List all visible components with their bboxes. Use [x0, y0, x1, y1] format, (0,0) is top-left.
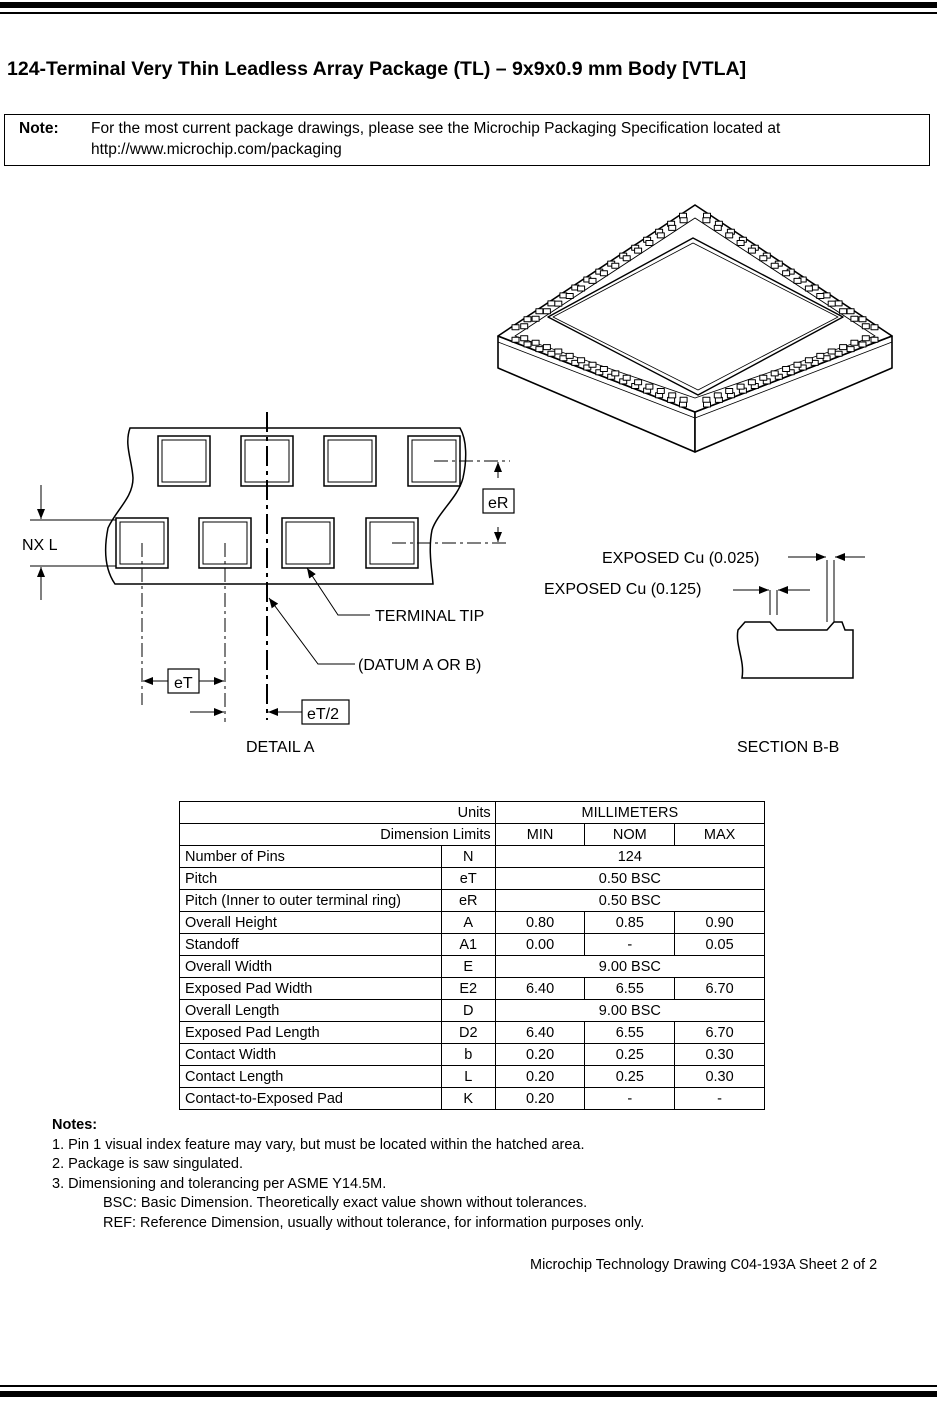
dimension-min: 6.40 [495, 1022, 585, 1044]
page-title: 124-Terminal Very Thin Leadless Array Package (TL) – 9x9x0.9 mm Body [VTLA] [7, 58, 747, 80]
limits-label: Dimension Limits [180, 824, 496, 846]
dimension-symbol: N [441, 846, 495, 868]
dimension-nom: 0.25 [585, 1044, 675, 1066]
terminal-pad [669, 393, 676, 398]
dimension-nom: 6.55 [585, 1022, 675, 1044]
terminal-pad [817, 294, 824, 299]
note-3: 3. Dimensioning and tolerancing per ASME Y14.5M. [52, 1175, 387, 1192]
notes-heading: Notes: [52, 1117, 98, 1133]
terminal-pad [524, 317, 531, 322]
terminal-pad [783, 367, 790, 372]
table-row [180, 934, 765, 956]
terminal-pad [532, 340, 539, 345]
dimension-name: Overall Length [180, 1000, 442, 1022]
dimension-name: Overall Width [180, 956, 442, 978]
dimension-symbol: E [441, 956, 495, 978]
dimension-name: Contact-to-Exposed Pad [180, 1088, 442, 1110]
terminal-pad [859, 342, 866, 347]
dimension-min: 0.20 [495, 1066, 585, 1088]
terminal-pad [760, 256, 767, 261]
terminal-pad [555, 349, 562, 354]
dimension-nom: 6.55 [585, 978, 675, 1000]
terminal-pad [548, 351, 555, 356]
terminal-pad [783, 271, 790, 276]
dimension-min: 0.20 [495, 1044, 585, 1066]
terminal-pad [612, 371, 619, 376]
section-bb-caption: SECTION B-B [737, 739, 840, 756]
dimension-name: Pitch [180, 868, 442, 890]
terminal-pad [589, 362, 596, 367]
dimension-max: 0.05 [675, 934, 765, 956]
table-row [180, 1044, 765, 1066]
terminal-pad [524, 342, 531, 347]
dimension-nom: - [585, 934, 675, 956]
table-row [180, 846, 765, 868]
terminal-pad [703, 218, 710, 223]
terminal-pad [532, 316, 539, 321]
terminal-pad [680, 218, 687, 223]
dimension-symbol: A1 [441, 934, 495, 956]
dimension-name: Overall Height [180, 912, 442, 934]
note-ref: REF: Reference Dimension, usually without tolerance, for information purposes only. [103, 1214, 645, 1231]
dimension-name: Contact Length [180, 1066, 442, 1088]
terminal-pad [847, 309, 854, 314]
dimension-value: 9.00 BSC [495, 956, 764, 978]
terminal-pad [805, 286, 812, 291]
terminal-pad [817, 353, 824, 358]
terminal-pad [847, 347, 854, 352]
terminal-tip-label: TERMINAL TIP [375, 608, 485, 625]
terminal-pad [771, 263, 778, 268]
terminal-pad [566, 294, 573, 299]
terminal-pad [714, 225, 721, 230]
terminal-pad [578, 286, 585, 291]
terminal-pad [828, 301, 835, 306]
table-row [180, 1022, 765, 1044]
terminal-pad [862, 324, 869, 329]
dimension-symbol: eR [441, 890, 495, 912]
col-max: MAX [675, 824, 765, 846]
dimension-name: Standoff [180, 934, 442, 956]
detail-a [30, 412, 514, 724]
dimension-symbol: D2 [441, 1022, 495, 1044]
terminal-pad [635, 380, 642, 385]
terminal-pad [703, 397, 710, 402]
note-text-line2: http://www.microchip.com/packaging [91, 141, 342, 158]
terminal-pad [840, 345, 847, 350]
detail-a-caption: DETAIL A [246, 739, 315, 756]
terminal-pad [543, 345, 550, 350]
terminal-pad [548, 301, 555, 306]
drawing-reference: Microchip Technology Drawing C04-193A Sheet 2 of 2 [530, 1257, 878, 1273]
dimension-min: 0.20 [495, 1088, 585, 1110]
terminal-pad [737, 384, 744, 389]
dimension-nom: 0.25 [585, 1066, 675, 1088]
note-label: Note: [19, 120, 59, 137]
col-nom: NOM [585, 824, 675, 846]
bottom-rule-thick [0, 1391, 937, 1397]
section-bb [733, 557, 865, 678]
table-row [180, 1066, 765, 1088]
note-1: 1. Pin 1 visual index feature may vary, but must be located within the hatched area. [52, 1136, 585, 1153]
dimension-name: Contact Width [180, 1044, 442, 1066]
dimension-name: Exposed Pad Width [180, 978, 442, 1000]
table-row [180, 1000, 765, 1022]
dimension-value: 124 [495, 846, 764, 868]
terminal-pad [737, 241, 744, 246]
dimension-nom: - [585, 1088, 675, 1110]
terminal-pad [835, 351, 842, 356]
dimension-value: 9.00 BSC [495, 1000, 764, 1022]
terminal-pad [748, 380, 755, 385]
terminal-pad [851, 316, 858, 321]
exposed-cu-0125-label: EXPOSED Cu (0.125) [544, 581, 702, 598]
terminal-pad [612, 263, 619, 268]
dimension-rows [180, 846, 765, 1110]
dimension-symbol: K [441, 1088, 495, 1110]
terminal-pad [623, 375, 630, 380]
terminal-pad [657, 233, 664, 238]
table-header-units [180, 802, 765, 824]
units-label: Units [180, 802, 496, 824]
dimension-min: 0.80 [495, 912, 585, 934]
terminal-pad [646, 384, 653, 389]
col-min: MIN [495, 824, 585, 846]
dimensions-table [179, 801, 765, 1110]
et-half-label: eT/2 [307, 706, 340, 723]
note-text-line1: For the most current package drawings, please see the Microchip Packaging Specification located at [91, 120, 781, 137]
dimension-symbol: b [441, 1044, 495, 1066]
table-row [180, 868, 765, 890]
terminal-pad [635, 248, 642, 253]
terminal-pad [566, 353, 573, 358]
terminal-pad [536, 309, 543, 314]
dimension-max: 6.70 [675, 978, 765, 1000]
er-label: eR [488, 495, 509, 512]
terminal-pad [805, 358, 812, 363]
terminal-pad [794, 362, 801, 367]
datum-label: (DATUM A OR B) [358, 657, 482, 674]
notes-section [52, 1116, 644, 1234]
terminal-pad [555, 301, 562, 306]
terminal-pad [589, 278, 596, 283]
nxl-label: NX L [22, 537, 58, 554]
terminal-pad [871, 325, 878, 330]
terminal-pad [578, 358, 585, 363]
dimension-max: - [675, 1088, 765, 1110]
terminal-pad [600, 271, 607, 276]
terminal-pad [859, 317, 866, 322]
dimension-symbol: L [441, 1066, 495, 1088]
terminal-pad [543, 309, 550, 314]
terminal-pad [828, 349, 835, 354]
package-3d-view [498, 205, 892, 452]
terminal-pad [600, 367, 607, 372]
dimension-max: 0.90 [675, 912, 765, 934]
exposed-cu-0025-label: EXPOSED Cu (0.025) [602, 550, 760, 567]
dimension-value: 0.50 BSC [495, 868, 764, 890]
terminal-pad [851, 340, 858, 345]
dimension-symbol: A [441, 912, 495, 934]
bottom-rule-thin [0, 1385, 937, 1387]
terminal-pad [512, 325, 519, 330]
terminal-pad [840, 309, 847, 314]
table-row [180, 956, 765, 978]
terminal-pad [726, 389, 733, 394]
terminal-pad [726, 233, 733, 238]
terminal-pad [657, 389, 664, 394]
dimension-name: Number of Pins [180, 846, 442, 868]
terminal-pad [646, 241, 653, 246]
note-bsc: BSC: Basic Dimension. Theoretically exact value shown without tolerances. [103, 1195, 588, 1212]
table-row [180, 912, 765, 934]
terminal-pad [714, 393, 721, 398]
terminal-pad [794, 278, 801, 283]
terminal-pad [771, 371, 778, 376]
terminal-pad [521, 324, 528, 329]
dimension-name: Exposed Pad Length [180, 1022, 442, 1044]
terminal-pad [669, 225, 676, 230]
terminal-pad [512, 337, 519, 342]
dimension-nom: 0.85 [585, 912, 675, 934]
dimension-max: 0.30 [675, 1066, 765, 1088]
terminal-pad [680, 397, 687, 402]
terminal-pad [835, 301, 842, 306]
terminal-pad [871, 337, 878, 342]
table-row [180, 978, 765, 1000]
terminal-pad [623, 256, 630, 261]
dimension-value: 0.50 BSC [495, 890, 764, 912]
terminal-pad [760, 375, 767, 380]
dimension-min: 0.00 [495, 934, 585, 956]
dimension-symbol: eT [441, 868, 495, 890]
table-row [180, 890, 765, 912]
terminal-pad [536, 347, 543, 352]
terminal-pad [862, 336, 869, 341]
table-row [180, 1088, 765, 1110]
note-2: 2. Package is saw singulated. [52, 1156, 244, 1173]
dimension-symbol: E2 [441, 978, 495, 1000]
dimension-max: 0.30 [675, 1044, 765, 1066]
dimension-max: 6.70 [675, 1022, 765, 1044]
terminal-pad [748, 248, 755, 253]
terminal-pad [521, 336, 528, 341]
units-value: MILLIMETERS [495, 802, 764, 824]
dimension-name: Pitch (Inner to outer terminal ring) [180, 890, 442, 912]
et-label: eT [174, 675, 193, 692]
table-header-limits [180, 824, 765, 846]
dimension-min: 6.40 [495, 978, 585, 1000]
dimension-symbol: D [441, 1000, 495, 1022]
